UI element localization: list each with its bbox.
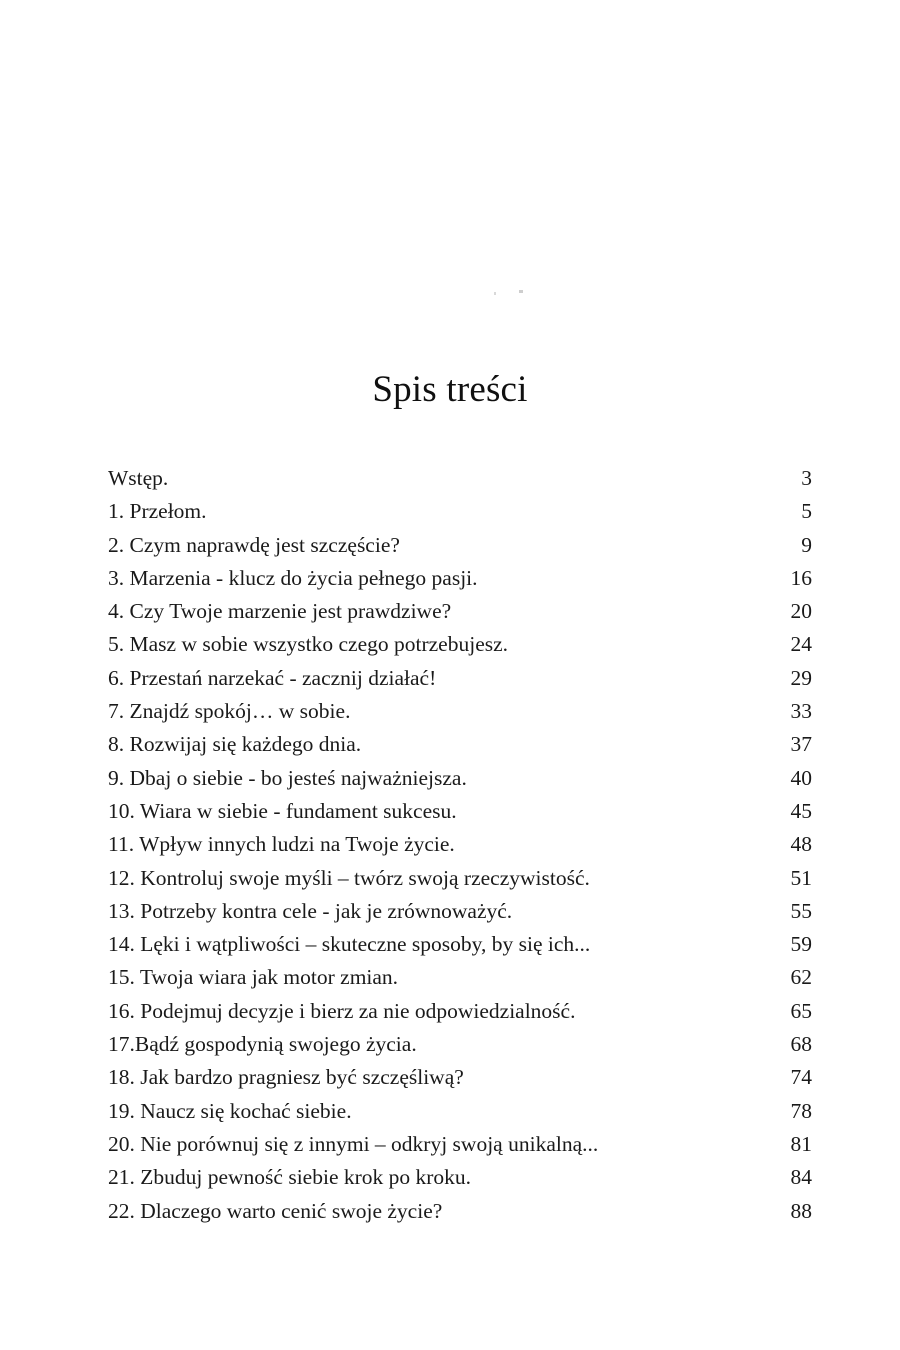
toc-entry-label: 10. Wiara w siebie - fundament sukcesu.: [108, 798, 457, 823]
toc-entry[interactable]: [108, 1128, 812, 1161]
toc-entry-page-number: 3: [801, 466, 812, 490]
toc-entry-page-number: 29: [790, 665, 812, 690]
toc-entry[interactable]: [108, 1195, 812, 1228]
toc-entry-page-number: 68: [790, 1032, 812, 1057]
toc-entry-label: 20. Nie porównuj się z innymi – odkryj swoją unikalną...: [108, 1131, 599, 1156]
toc-entry[interactable]: [108, 862, 812, 895]
scan-artifact-speck: [519, 290, 523, 293]
toc-entry-label: 17.Bądź gospodynią swojego życia.: [108, 1032, 417, 1057]
page-title: Spis treści: [372, 368, 528, 410]
toc-entry[interactable]: [108, 1095, 812, 1128]
toc-entry[interactable]: [108, 695, 812, 728]
toc-entry-page-number: 84: [790, 1165, 812, 1190]
toc-entry[interactable]: [108, 1161, 812, 1194]
toc-entry-label: 15. Twoja wiara jak motor zmian.: [108, 965, 399, 990]
toc-entry[interactable]: [108, 1061, 812, 1094]
toc-entry-label: 7. Znajdź spokój… w sobie.: [108, 699, 351, 724]
toc-entry[interactable]: [108, 495, 812, 528]
toc-entry-page-number: 20: [790, 599, 812, 624]
toc-entry[interactable]: [108, 728, 812, 761]
toc-entry-label: 13. Potrzeby kontra cele - jak je zrównoważyć.: [108, 898, 513, 923]
scan-artifact-speck: [494, 292, 496, 295]
toc-entry-label: 3. Marzenia - klucz do życia pełnego pasji.: [108, 565, 478, 590]
toc-entry-page-number: 33: [790, 699, 812, 724]
toc-entry-label: 1. Przełom.: [108, 499, 207, 524]
toc-entry-page-number: 78: [790, 1098, 812, 1123]
table-of-contents-list: [108, 462, 812, 1228]
toc-entry[interactable]: [108, 828, 812, 861]
toc-entry-label: 19. Naucz się kochać siebie.: [108, 1098, 352, 1123]
toc-entry-label: 21. Zbuduj pewność siebie krok po kroku.: [108, 1165, 472, 1190]
toc-entry-label: 22. Dlaczego warto cenić swoje życie?: [108, 1198, 443, 1223]
toc-entry-label: 8. Rozwijaj się każdego dnia.: [108, 732, 362, 757]
toc-entry[interactable]: [108, 462, 812, 495]
toc-entry[interactable]: [108, 595, 812, 628]
toc-entry-page-number: 37: [790, 732, 812, 757]
toc-entry-page-number: 55: [790, 898, 812, 923]
toc-entry[interactable]: [108, 529, 812, 562]
toc-entry[interactable]: [108, 1028, 812, 1061]
toc-entry-page-number: 65: [790, 998, 812, 1023]
toc-entry-page-number: 45: [790, 798, 812, 823]
toc-entry-page-number: 59: [790, 932, 812, 957]
toc-entry-page-number: 74: [790, 1065, 812, 1090]
toc-entry[interactable]: [108, 662, 812, 695]
toc-entry-label: 12. Kontroluj swoje myśli – twórz swoją rzeczywistość.: [108, 865, 590, 890]
toc-entry-label: 2. Czym naprawdę jest szczęście?: [108, 532, 400, 557]
toc-entry[interactable]: [108, 895, 812, 928]
toc-entry-label: 4. Czy Twoje marzenie jest prawdziwe?: [108, 599, 452, 624]
toc-entry[interactable]: [108, 628, 812, 661]
toc-entry-page-number: 88: [790, 1198, 812, 1223]
toc-entry[interactable]: [108, 961, 812, 994]
toc-entry[interactable]: [108, 762, 812, 795]
toc-entry[interactable]: [108, 995, 812, 1028]
toc-entry-label: 18. Jak bardzo pragniesz być szczęśliwą?: [108, 1065, 464, 1090]
toc-entry-label: 16. Podejmuj decyzje i bierz za nie odpowiedzialność.: [108, 998, 576, 1023]
toc-entry-page-number: 81: [790, 1131, 812, 1156]
toc-entry-page-number: 48: [790, 832, 812, 857]
toc-entry-page-number: 51: [790, 865, 812, 890]
toc-entry-page-number: 5: [801, 499, 812, 524]
toc-entry[interactable]: [108, 795, 812, 828]
toc-entry-page-number: 9: [801, 532, 812, 557]
toc-entry-label: 9. Dbaj o siebie - bo jesteś najważniejsza.: [108, 765, 467, 790]
toc-entry-page-number: 16: [790, 565, 812, 590]
toc-entry-label: 14. Lęki i wątpliwości – skuteczne sposoby, by się ich...: [108, 932, 591, 957]
toc-entry[interactable]: [108, 562, 812, 595]
toc-entry-page-number: 40: [790, 765, 812, 790]
toc-entry-label: 6. Przestań narzekać - zacznij działać!: [108, 665, 437, 690]
toc-entry-label: 11. Wpływ innych ludzi na Twoje życie.: [108, 832, 455, 857]
toc-entry-page-number: 24: [790, 632, 812, 657]
toc-entry-label: Wstęp.: [108, 466, 169, 490]
toc-entry[interactable]: [108, 928, 812, 961]
toc-entry-page-number: 62: [790, 965, 812, 990]
toc-entry-label: 5. Masz w sobie wszystko czego potrzebujesz.: [108, 632, 509, 657]
